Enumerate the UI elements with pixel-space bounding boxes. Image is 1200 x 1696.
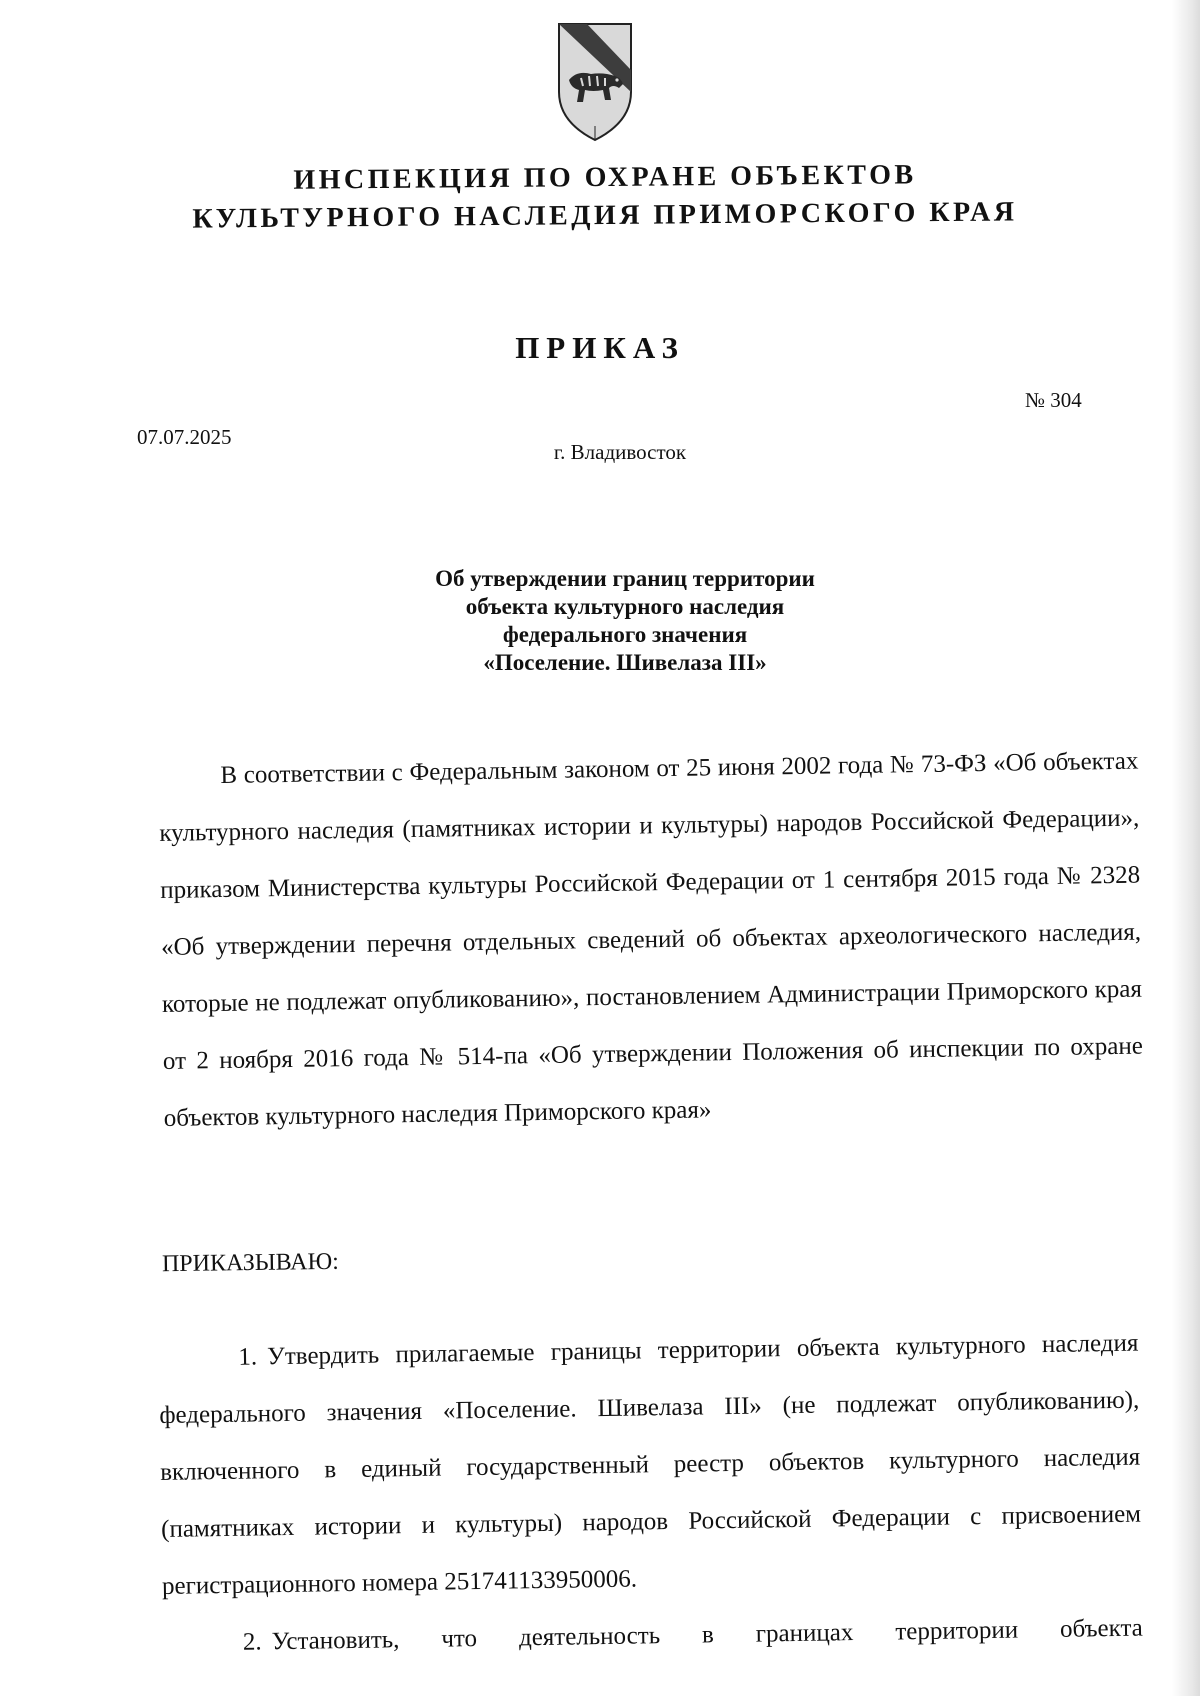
document-title: ПРИКАЗ <box>515 330 685 365</box>
order-date: 07.07.2025 <box>137 425 232 449</box>
item-text: Установить, что деятельность в границах территории объекта <box>271 1614 1144 1656</box>
subject-line: объекта культурного наследия <box>465 594 785 619</box>
preamble-paragraph <box>158 733 1144 1147</box>
order-subject <box>330 565 920 677</box>
agency-name-line1: ИНСПЕКЦИЯ ПО ОХРАНЕ ОБЪЕКТОВ <box>293 159 917 196</box>
order-number: № 304 <box>1025 388 1082 412</box>
agency-name-line2: КУЛЬТУРНОГО НАСЛЕДИЯ ПРИМОРСКОГО КРАЯ <box>192 196 1018 235</box>
order-items <box>158 1315 1143 1672</box>
subject-line: Об утверждении границ территории <box>435 566 815 591</box>
preamble-text: В соответствии с Федеральным законом от 25 июня 2002 года № 73-ФЗ «Об объектах культурного наследия (памятниках истории и культуры) народов Российской Федерации», приказом Министерства культуры Российской Федерации от 1 сентября 2015 года № 2328 «Об утверждении перечня отдельных сведений об объектах археологического наследия, которые не подлежат опубликованию», постановлением Администрации Приморского края от 2 ноября 2016 года № 514-па «Об утверждении Положения об инспекции по охране объектов культурного наследия Приморского края» <box>159 747 1144 1132</box>
order-item <box>158 1315 1142 1615</box>
directive-heading: ПРИКАЗЫВАЮ: <box>161 1248 340 1278</box>
item-number: 1. <box>238 1343 258 1371</box>
scan-edge-shadow <box>1172 0 1200 1696</box>
subject-line: «Поселение. Шивелаза III» <box>483 650 767 675</box>
item-number: 2. <box>242 1628 262 1656</box>
coat-of-arms-icon <box>557 22 633 142</box>
issue-city: г. Владивосток <box>553 440 687 464</box>
item-text: Утвердить прилагаемые границы территории объекта культурного наследия федерального значения «Поселение. Шивелаза III» (не подлежат опубликованию), включенного в единый государственный реестр объектов культурного наследия (памятниках истории и культуры) народов Российской Федерации с присвоением регистрационного номера 251741133950006. <box>159 1329 1142 1600</box>
subject-line: федерального значения <box>502 622 748 647</box>
